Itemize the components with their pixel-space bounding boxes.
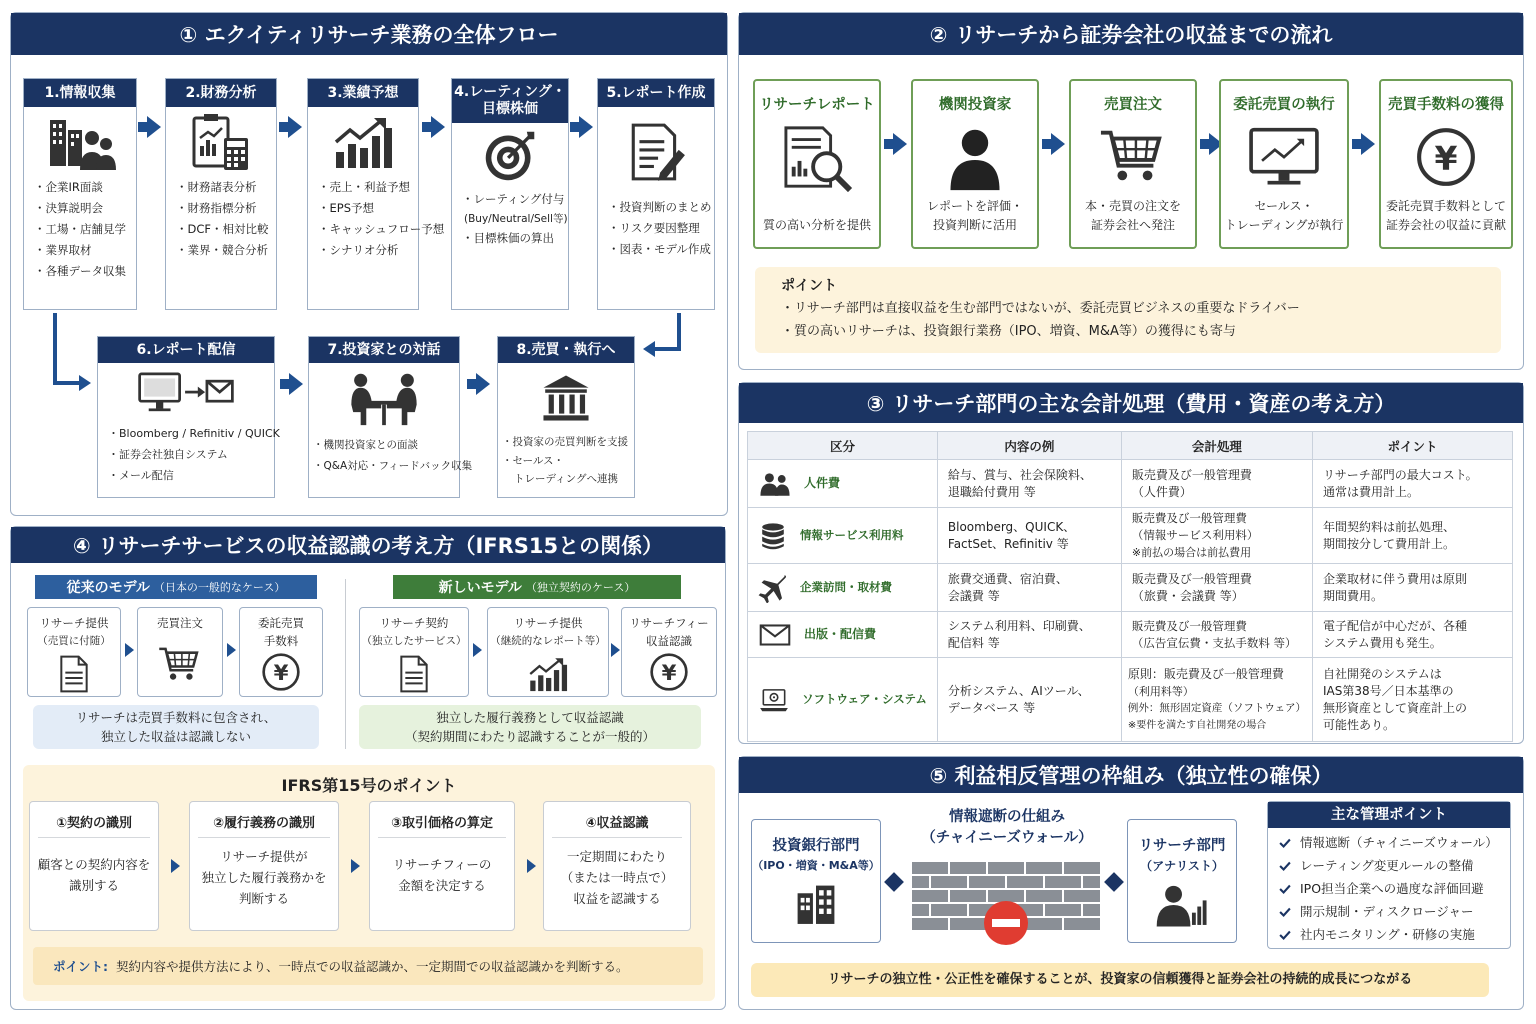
column-header: 区分 (748, 432, 938, 460)
old-model-card (137, 607, 223, 697)
arrow-right-icon (473, 643, 482, 657)
cell-text: システム利用料、印刷費、 (947, 618, 1091, 633)
list-item: ・ リスク要因整理 (608, 218, 714, 239)
arrow-right-icon (1051, 133, 1065, 155)
cell-text: リサーチ部門の最大コスト。 (1322, 467, 1478, 482)
cell-text: FactSet、Refinitiv 等 (947, 536, 1069, 551)
column-header: ポイント (1312, 432, 1512, 460)
management-title: 主な管理ポイント (1268, 802, 1510, 828)
accounting-table (747, 431, 1513, 742)
list-item: ・ DCF・相対比較 (176, 219, 276, 240)
management-item: 情報遮断（チャイニーズウォール） (1278, 831, 1510, 854)
new-model-label: 新しいモデル （独立契約のケース） (393, 575, 681, 599)
category-label: 企業訪問・取材費 (800, 580, 892, 594)
category-label: 出版・配信費 (804, 627, 877, 641)
target-icon (452, 123, 568, 189)
old-model-note: リサーチは売買手数料に包含され、 独立した収益は認識しない (33, 705, 319, 749)
card-title: 委託売買の執行 (1233, 97, 1335, 113)
cell-text: 自社開発のシステムは (1322, 666, 1442, 681)
step-title: 1.情報収集 (24, 79, 136, 107)
card-desc: 本・売買の注文を (1084, 199, 1181, 213)
section-title: ① エクイティリサーチ業務の全体フロー (11, 13, 727, 55)
conclusion-banner: リサーチの独立性・公正性を確保することが、投資家の信頼獲得と証券会社の持続的成長につながる (751, 963, 1489, 997)
list-item: ・ 業界・競合分析 (176, 240, 276, 261)
list-item: ・ 売上・利益予想 (318, 177, 418, 198)
arrow-right-icon (611, 643, 620, 657)
cell-text: （利用料等） (1127, 684, 1194, 698)
yen-coin-icon (1381, 126, 1511, 188)
wall-title: 情報遮断の仕組み (949, 809, 1065, 825)
step-card-rating (451, 78, 569, 310)
column-header: 内容の例 (937, 432, 1121, 460)
step-title: 4.レーティング・ (454, 84, 566, 101)
list-item: ・ EPS予想 (318, 198, 418, 219)
monitor-mail-icon (98, 363, 274, 423)
cell-text: 可能性あり。 (1322, 717, 1395, 732)
cell-text: 販売費及び一般管理費 (1131, 618, 1247, 633)
ifrs-step-card: ②履行義務の識別 リサーチ提供が 独立した履行義務かを 判断する (189, 801, 339, 931)
list-item: ・ 証券会社独自システム (108, 444, 274, 465)
step-title: 6.レポート配信 (98, 337, 274, 363)
cell-text: 旅費交通費、宿泊費、 (947, 571, 1068, 586)
category-label: ソフトウェア・システム (802, 692, 927, 706)
step-card-report (597, 78, 715, 310)
card-title: 売買手数料の獲得 (1388, 97, 1504, 113)
arrow-right-icon (227, 643, 236, 657)
cell-text: （情報サービス利用料） (1131, 528, 1259, 542)
meeting-icon (309, 363, 459, 435)
list-sub: トレーディングへ連携 (514, 473, 618, 485)
arrow-right-icon (288, 116, 302, 138)
building-icon (752, 881, 880, 927)
section-title: ② リサーチから証券会社の収益までの流れ (739, 13, 1523, 55)
section-title: ④ リサーチサービスの収益認識の考え方（IFRS15との関係） (11, 527, 725, 563)
step-card-forecast (307, 78, 445, 310)
card-label: リサーチ提供 (513, 616, 583, 630)
step-desc: （または一時点で） (560, 870, 674, 885)
ifrs-point: ポイント: 契約内容や提供方法により、一時点での収益認識か、一定期間での収益認識かを判断する。 (33, 947, 703, 985)
card-label: 売買注文 (157, 616, 203, 630)
table-row (748, 658, 1513, 742)
step-desc: 独立した履行義務かを (201, 870, 327, 885)
arrow-right-icon (431, 116, 445, 138)
table-header-row (748, 432, 1513, 460)
point-item: ・ 質の高いリサーチは、投資銀行業務（IPO、増資、M&A等）の獲得にも寄与 (781, 320, 1475, 343)
card-label: リサーチ契約 (379, 616, 449, 630)
ifrs-box (23, 765, 715, 1001)
ifrs-title: IFRS第15号のポイント (281, 776, 457, 795)
step-desc: 一定期間にわたり (566, 849, 667, 864)
card-label: （売買に付随） (37, 635, 111, 647)
list-item: ・ Bloomberg / Refinitiv / QUICK (108, 423, 274, 444)
old-model-card (27, 607, 121, 697)
new-model-card (487, 607, 609, 697)
cell-text: 給与、賞与、社会保険料、 (947, 467, 1092, 482)
card-desc: 委託売買手数料として (1385, 199, 1506, 213)
cell-text: 分析システム、AIツール、 (947, 683, 1090, 698)
ifrs-step-card: ④収益認識 一定期間にわたり （または一時点で） 収益を認識する (543, 801, 691, 931)
model-divider (345, 579, 346, 749)
yen-coin-icon (240, 652, 322, 692)
yen-coin-icon (622, 652, 716, 692)
arrow-right-icon (171, 859, 180, 873)
old-model-label: 従来のモデル （日本の一般的なケース） (35, 575, 317, 599)
category-label: 情報サービス利用料 (800, 528, 904, 542)
buildings-people-icon (24, 107, 136, 177)
cell-text: ※要件を満たす自社開発の場合 (1127, 719, 1267, 731)
management-box (1267, 801, 1511, 949)
step-desc: 判断する (238, 891, 289, 906)
cell-text: 企業取材に伴う費用は原則 (1322, 571, 1467, 586)
growth-chart-icon (488, 654, 608, 694)
card-label: 委託売買 (258, 616, 304, 630)
column-header: 会計処理 (1121, 432, 1312, 460)
cell-text: IAS第38号／日本基準の (1322, 683, 1454, 698)
card-label: 手数料 (263, 634, 299, 648)
arrow-right-icon (1361, 133, 1375, 155)
list-item: ・ 工場・店舗見学 (34, 219, 136, 240)
table-row (748, 612, 1513, 658)
card-title: 売買注文 (1104, 97, 1162, 113)
cell-text: （旅費・会議費 等） (1131, 588, 1244, 603)
step-title: 8.売買・執行へ (498, 337, 634, 363)
card-label: 収益認識 (646, 634, 692, 648)
cell-text: 無形資産として資産計上の (1322, 700, 1467, 715)
arrow-right-icon (476, 373, 490, 395)
list-item: ・ 業界取材 (34, 240, 136, 261)
cart-icon (138, 644, 222, 684)
step-card-info (23, 78, 137, 310)
arrow-right-icon (527, 859, 536, 873)
step-title: 3.業績予想 (308, 79, 418, 107)
card-desc: セールス・ (1254, 199, 1314, 213)
list-item: ・ 図表・モデル作成 (608, 239, 714, 260)
old-model-card (239, 607, 323, 697)
document-pen-icon (598, 107, 714, 197)
arrow-right-icon (893, 133, 907, 155)
card-desc: 証券会社へ発注 (1090, 218, 1175, 232)
cell-text: 期間費用。 (1322, 588, 1383, 603)
step-card-execution (497, 336, 635, 498)
management-item: レーティング変更ルールの整備 (1278, 854, 1510, 877)
arrow-right-icon (579, 116, 593, 138)
step-card-distribution (97, 336, 280, 498)
cell-text: 例外：無形固定資産（ソフトウェア） (1127, 701, 1306, 714)
list-item: ・ セールス・ (502, 452, 634, 471)
cell-text: 電子配信が中心だが、各種 (1322, 618, 1467, 633)
step-desc: 収益を認識する (573, 891, 661, 906)
laptop-gear-icon (758, 686, 790, 714)
ifrs-step-card: ①契約の識別 顧客との契約内容を 識別する (29, 801, 159, 931)
table-row (748, 460, 1513, 508)
flow-card-report (753, 79, 881, 249)
section-workflow (10, 12, 728, 516)
cell-text: 期間按分して費用計上。 (1322, 536, 1455, 551)
step-card-dialogue (308, 336, 473, 498)
card-label: リサーチ提供 (39, 616, 109, 630)
list-item: ・ 決算説明会 (34, 198, 136, 219)
cell-text: 販売費及び一般管理費 (1131, 511, 1247, 525)
card-label: リサーチフィー (629, 616, 709, 630)
clipboard-calculator-icon (166, 107, 276, 177)
card-desc: 証券会社の収益に貢献 (1385, 218, 1506, 232)
list-item: ・ レーティング付与 (462, 189, 568, 210)
person-icon (913, 126, 1037, 192)
monitor-chart-icon (1221, 126, 1347, 190)
step-title: 2.財務分析 (166, 79, 276, 107)
document-icon (360, 654, 468, 694)
airplane-icon (758, 573, 788, 603)
card-desc: レポートを評価・ (926, 199, 1023, 213)
card-label: （継続的なレポート等） (490, 635, 606, 647)
analyst-icon (1128, 882, 1236, 928)
table-row (748, 508, 1513, 564)
flow-card-investor (911, 79, 1039, 249)
card-desc: トレーディングが執行 (1224, 218, 1344, 232)
cell-text: 年間契約料は前払処理、 (1322, 519, 1455, 534)
management-item: 社内モニタリング・研修の実施 (1278, 923, 1510, 946)
new-model-note: 独立した履行義務として収益認識 （契約期間にわたり認識することが一般的） (359, 705, 701, 749)
cell-text: 配信料 等 (947, 635, 1000, 650)
flow-card-commission (1379, 79, 1513, 249)
check-icon (1278, 882, 1292, 896)
cell-text: システム費用も発生。 (1322, 635, 1442, 650)
section-revenue-flow (738, 12, 1524, 370)
diamond-arrow-icon (1104, 872, 1124, 892)
list-item: ・ 目標株価の算出 (462, 228, 568, 249)
step-title: 目標株価 (482, 101, 538, 117)
list-item: ・ 各種データ収集 (34, 261, 136, 282)
card-title: 機関投資家 (938, 97, 1012, 113)
flow-card-execution (1219, 79, 1349, 249)
step-desc: 顧客との契約内容を (37, 857, 151, 872)
step-desc: 識別する (68, 878, 119, 893)
arrow-right-icon (351, 859, 360, 873)
list-item: ・ 機関投資家との面談 (313, 435, 459, 456)
card-label: （独立したサービス） (361, 635, 467, 647)
document-icon (28, 654, 120, 694)
wall-subtitle: （チャイニーズウォール） (921, 830, 1093, 846)
step-desc: リサーチ提供が (220, 849, 308, 864)
list-item: ・ Q&A対応・フィードバック収集 (313, 456, 459, 477)
arrow-right-icon (125, 643, 134, 657)
list-item: ・ 投資家の売買判断を支援 (502, 433, 634, 452)
point-title: ポイント (781, 278, 837, 294)
cell-text: （人件費） (1131, 484, 1192, 499)
check-icon (1278, 859, 1292, 873)
arrow-right-icon (289, 373, 303, 395)
list-item: ・ キャッシュフロー予想 (318, 219, 418, 240)
section-conflict (738, 756, 1524, 1010)
step-card-financial (165, 78, 277, 310)
cell-text: （広告宣伝費・支払手数料 等） (1131, 635, 1297, 650)
table-row (748, 564, 1513, 612)
cart-icon (1071, 126, 1195, 186)
card-desc: 質の高い分析を提供 (762, 218, 871, 232)
bank-icon (498, 363, 634, 433)
brick-wall-icon (911, 861, 1101, 947)
arrow-right-icon (147, 116, 161, 138)
list-sub: (Buy/Neutral/Sell等) (464, 213, 568, 225)
growth-chart-icon (308, 107, 418, 177)
point-item: ・ リサーチ部門は直接収益を生む部門ではないが、委託売買ビジネスの重要なドライバー (781, 297, 1475, 320)
research-division-card: リサーチ部門 （アナリスト） (1127, 819, 1237, 943)
section-title: ③ リサーチ部門の主な会計処理（費用・資産の考え方） (739, 383, 1523, 423)
list-item: ・ シナリオ分析 (318, 240, 418, 261)
cell-text: 会議費 等 (947, 588, 1000, 603)
cell-text: Bloomberg、QUICK、 (947, 519, 1076, 534)
new-model-card (621, 607, 717, 697)
point-box (755, 267, 1501, 353)
step-desc: リサーチフィーの (392, 857, 492, 872)
flow-card-order (1069, 79, 1197, 249)
cell-text: データベース 等 (947, 700, 1036, 715)
list-item: ・ 投資判断のまとめ (608, 197, 714, 218)
step-title: 7.投資家との対話 (309, 337, 459, 363)
section-title: ⑤ 利益相反管理の枠組み（独立性の確保） (739, 757, 1523, 793)
cell-text: ※前払の場合は前払費用 (1131, 546, 1252, 559)
list-item: ・ 企業IR面談 (34, 177, 136, 198)
section-accounting (738, 382, 1524, 744)
people-icon (758, 470, 792, 498)
card-title: リサーチレポート (759, 97, 875, 113)
cell-text: 通常は費用計上。 (1322, 484, 1419, 499)
ifrs-step-card: ③取引価格の算定 リサーチフィーの 金額を決定する (369, 801, 515, 931)
database-icon (758, 521, 788, 551)
report-magnifier-icon (755, 124, 879, 192)
cell-text: 販売費及び一般管理費 (1131, 467, 1252, 482)
cell-text: 販売費及び一般管理費 (1131, 571, 1252, 586)
ib-division-card: 投資銀行部門 （IPO・増資・M&A等） (751, 819, 881, 943)
management-item: IPO担当企業への過度な評価回避 (1278, 877, 1510, 900)
new-model-card (359, 607, 469, 697)
section-revenue-recognition (10, 526, 726, 1010)
envelope-icon (758, 621, 792, 649)
category-label: 人件費 (804, 476, 841, 490)
step-desc: 金額を決定する (398, 878, 486, 893)
check-icon (1278, 928, 1292, 942)
step-title: 5.レポート作成 (598, 79, 714, 107)
diamond-arrow-icon (884, 872, 904, 892)
flow-connector (639, 311, 689, 361)
cell-text: 原則：販売費及び一般管理費 (1127, 666, 1284, 681)
check-icon (1278, 905, 1292, 919)
cell-text: 退職給付費用 等 (947, 484, 1036, 499)
list-item: ・ 財務指標分析 (176, 198, 276, 219)
list-item: ・ 財務諸表分析 (176, 177, 276, 198)
management-item: 開示規制・ディスクロージャー (1278, 900, 1510, 923)
check-icon (1278, 836, 1292, 850)
list-item: ・ メール配信 (108, 465, 274, 486)
card-desc: 投資判断に活用 (932, 218, 1017, 232)
